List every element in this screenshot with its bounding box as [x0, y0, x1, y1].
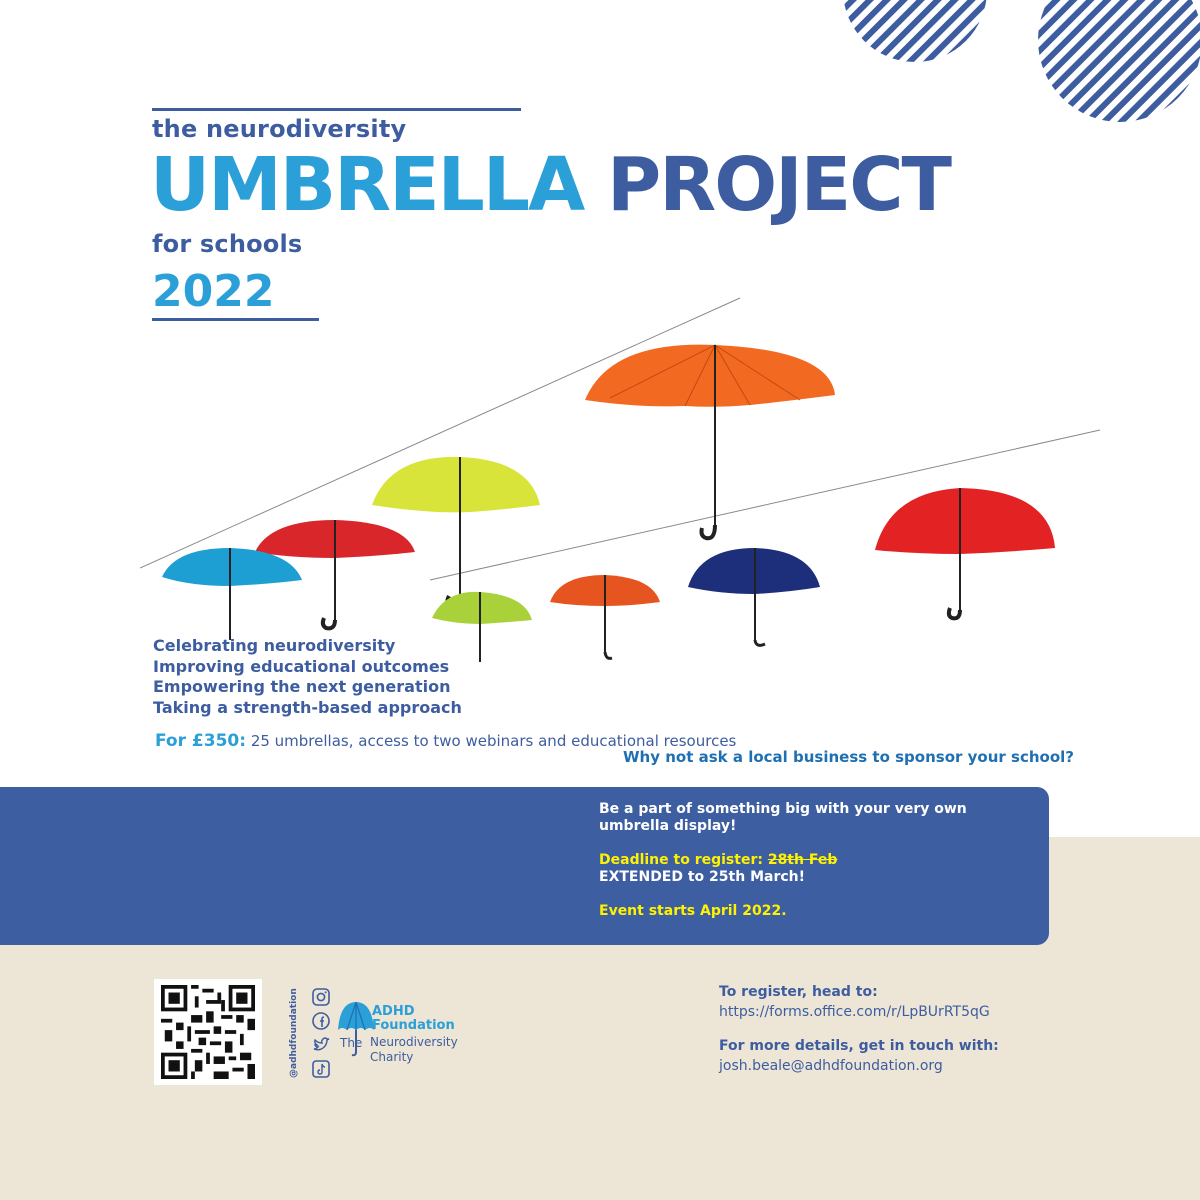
social-icons [311, 987, 331, 1083]
event-start: Event starts April 2022. [599, 903, 787, 919]
register-label: To register, head to: [719, 984, 878, 1000]
umbrella-navy [688, 548, 820, 645]
logo-wordmark [372, 1005, 455, 1033]
logo-tagline [370, 1035, 458, 1065]
info-band-text [599, 801, 1019, 920]
year-label: 2022 [152, 266, 275, 317]
qr-code-image [161, 985, 255, 1079]
list-item: Taking a strength-based approach [153, 697, 462, 717]
umbrella-yellow [372, 457, 540, 606]
list-item: Empowering the next generation [153, 677, 451, 696]
register-link[interactable]: https://forms.office.com/r/LpBUrRT5qG [719, 1004, 990, 1020]
qr-code[interactable] [154, 979, 262, 1085]
benefits-list [153, 636, 462, 718]
logo-foundation-text: Foundation [372, 1018, 455, 1033]
page-title [150, 142, 950, 228]
instagram-icon[interactable] [311, 987, 331, 1007]
extended-deadline: EXTENDED to 25th March! [599, 869, 806, 885]
sponsor-prompt: Why not ask a local business to sponsor your school? [623, 748, 1074, 766]
facebook-icon[interactable] [311, 1011, 331, 1031]
price-label: For £350: [155, 731, 247, 751]
list-item: Celebrating neurodiversity [153, 636, 396, 655]
logo-adhd-text: ADHD [372, 1004, 415, 1019]
logo-charity-text: Charity [370, 1050, 414, 1064]
title-word-umbrella: UMBRELLA [150, 142, 584, 228]
title-rule-top [152, 108, 521, 111]
umbrella-orange-small [550, 575, 660, 658]
email-link[interactable]: josh.beale@adhdfoundation.org [719, 1058, 943, 1074]
logo-neurodiversity-text: Neurodiversity [370, 1035, 458, 1049]
offer-description: 25 umbrellas, access to two webinars and educational resources [250, 732, 737, 750]
tiktok-icon[interactable] [311, 1059, 331, 1079]
umbrella-red-right [875, 488, 1055, 618]
pre-title: the neurodiversity [152, 115, 407, 143]
title-word-project: PROJECT [607, 142, 951, 228]
umbrellas-illustration [140, 290, 1120, 680]
sub-title: for schools [152, 230, 303, 258]
deadline-line [599, 852, 1019, 869]
deadline-label: Deadline to register: [599, 852, 763, 868]
logo-the-text: The [340, 1036, 363, 1050]
umbrella-cyan [162, 548, 302, 640]
twitter-icon[interactable] [311, 1035, 331, 1055]
contact-block [719, 982, 999, 1076]
old-deadline: 28th Feb [767, 852, 838, 868]
band-intro: Be a part of something big with your very own umbrella display! [599, 801, 967, 834]
umbrella-orange-large [585, 345, 835, 539]
list-item: Improving educational outcomes [153, 656, 450, 676]
social-handle: @adhdfoundation [289, 988, 299, 1078]
details-label: For more details, get in touch with: [719, 1038, 999, 1054]
